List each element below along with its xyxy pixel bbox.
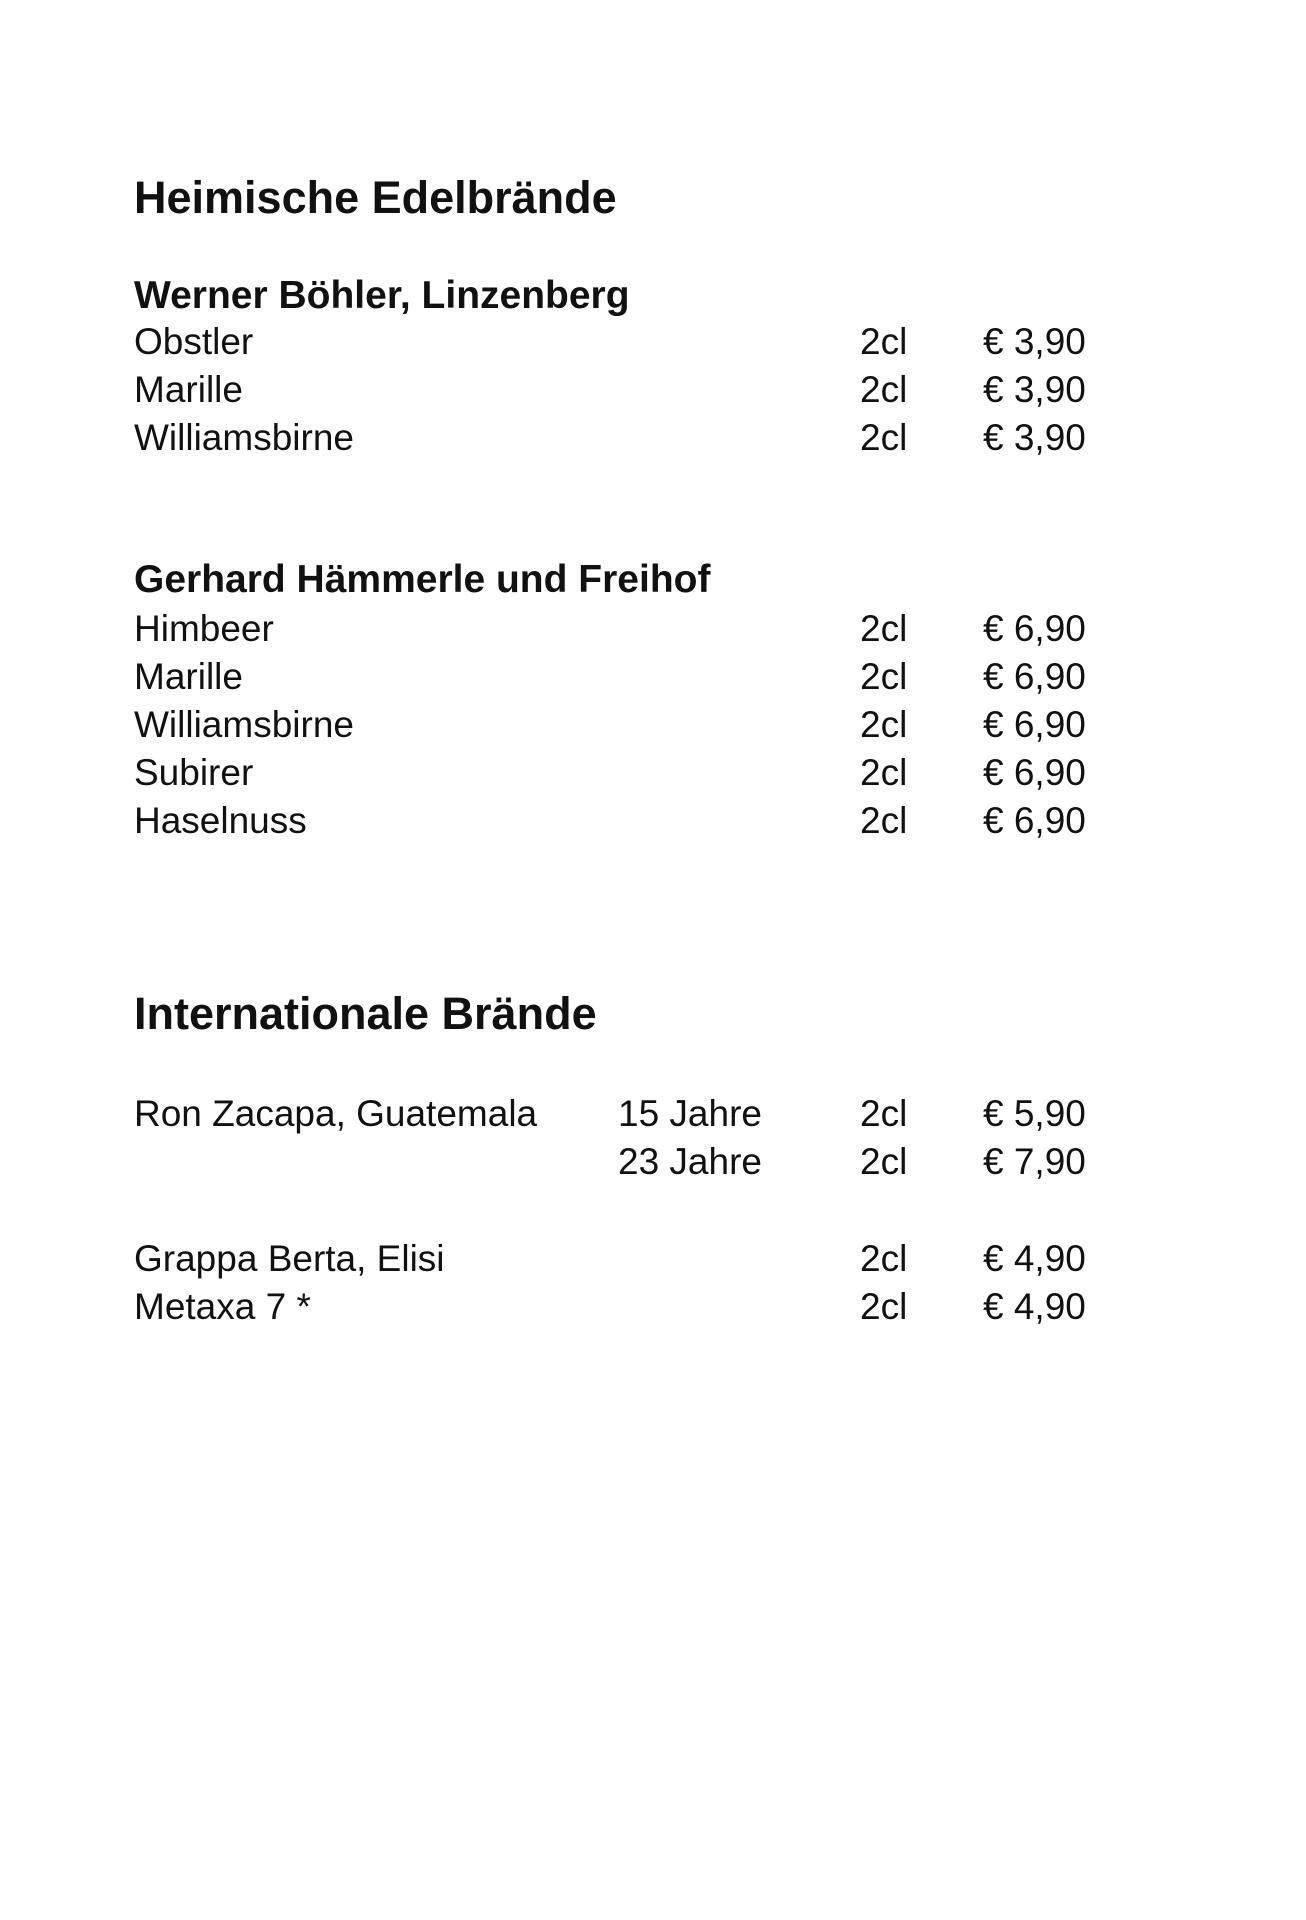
item-name: Obstler	[134, 321, 254, 362]
item-name: Grappa Berta, Elisi	[134, 1238, 445, 1279]
section-title-internationale-braende: Internationale Brände	[134, 988, 597, 1039]
menu-item-marille	[0, 366, 1306, 414]
item-price: € 4,90	[983, 1286, 1086, 1327]
menu-item-williamsbirne	[0, 414, 1306, 462]
menu-item-haselnuss	[0, 797, 1306, 845]
item-name: Subirer	[134, 752, 254, 793]
producer-title-werner-boehler: Werner Böhler, Linzenberg	[134, 274, 630, 317]
item-price: € 7,90	[983, 1141, 1086, 1182]
menu-item-ron-zacapa-15	[0, 1090, 1306, 1138]
item-volume: 2cl	[860, 1141, 908, 1182]
menu-item-grappa-berta	[0, 1235, 1306, 1283]
item-price: € 4,90	[983, 1238, 1086, 1279]
item-name: Williamsbirne	[134, 417, 354, 458]
item-volume: 2cl	[860, 417, 908, 458]
item-price: € 3,90	[983, 321, 1086, 362]
item-price: € 6,90	[983, 752, 1086, 793]
section-title-heimische-edelbraende: Heimische Edelbrände	[134, 172, 617, 223]
item-volume: 2cl	[860, 1286, 908, 1327]
item-name: Marille	[134, 656, 243, 697]
item-age: 15 Jahre	[618, 1093, 762, 1134]
producer-title-gerhard-haemmerle: Gerhard Hämmerle und Freihof	[134, 558, 711, 601]
menu-item-williamsbirne	[0, 701, 1306, 749]
item-name: Williamsbirne	[134, 704, 354, 745]
item-volume: 2cl	[860, 608, 908, 649]
menu-item-obstler	[0, 318, 1306, 366]
item-price: € 5,90	[983, 1093, 1086, 1134]
item-volume: 2cl	[860, 704, 908, 745]
item-volume: 2cl	[860, 656, 908, 697]
item-price: € 6,90	[983, 608, 1086, 649]
item-name: Ron Zacapa, Guatemala	[134, 1093, 538, 1134]
item-name: Haselnuss	[134, 800, 307, 841]
menu-item-ron-zacapa-23	[0, 1138, 1306, 1186]
menu-item-metaxa-7	[0, 1283, 1306, 1331]
item-price: € 6,90	[983, 800, 1086, 841]
item-age: 23 Jahre	[618, 1141, 762, 1182]
item-volume: 2cl	[860, 369, 908, 410]
item-volume: 2cl	[860, 321, 908, 362]
item-volume: 2cl	[860, 800, 908, 841]
item-name: Metaxa 7 *	[134, 1286, 311, 1327]
item-price: € 3,90	[983, 369, 1086, 410]
item-volume: 2cl	[860, 1238, 908, 1279]
item-price: € 6,90	[983, 704, 1086, 745]
item-price: € 6,90	[983, 656, 1086, 697]
menu-item-himbeer	[0, 605, 1306, 653]
item-volume: 2cl	[860, 752, 908, 793]
menu-item-marille	[0, 653, 1306, 701]
item-price: € 3,90	[983, 417, 1086, 458]
menu-item-subirer	[0, 749, 1306, 797]
item-name: Marille	[134, 369, 243, 410]
item-volume: 2cl	[860, 1093, 908, 1134]
item-name: Himbeer	[134, 608, 274, 649]
